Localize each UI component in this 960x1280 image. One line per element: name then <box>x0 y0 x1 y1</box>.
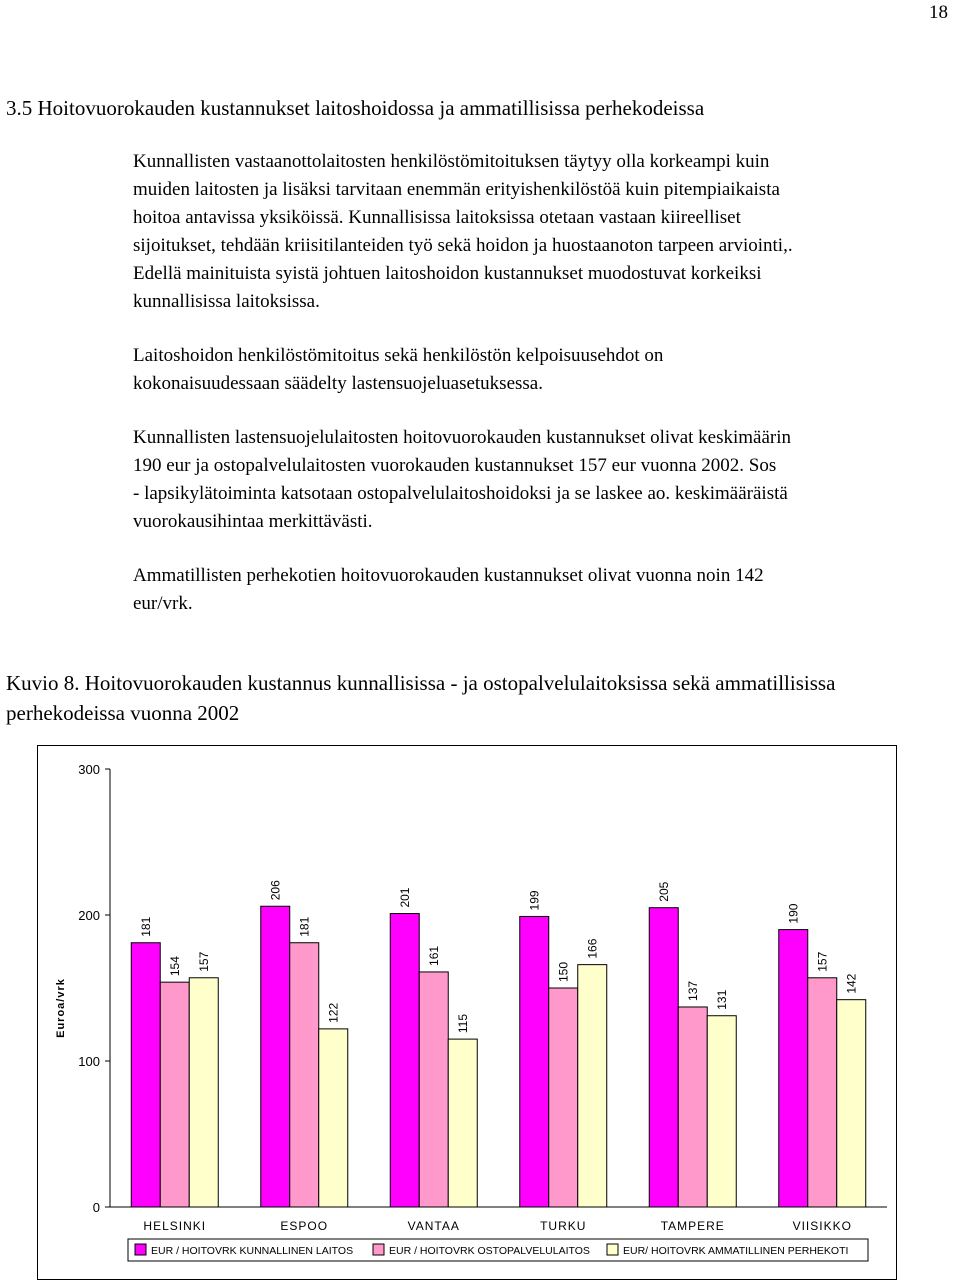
y-tick-label: 200 <box>78 908 100 923</box>
bar <box>290 943 319 1207</box>
paragraph-line: Edellä mainituista syistä johtuen laitoshoidon kustannukset muodostuvat korkeiksi <box>133 263 762 284</box>
legend-swatch <box>373 1244 384 1255</box>
y-tick-label: 100 <box>78 1054 100 1069</box>
paragraph-line: Kunnallisten lastensuojelulaitosten hoitovuorokauden kustannukset olivat keskimäärin <box>133 427 792 448</box>
legend-label: EUR/ HOITOVRK AMMATILLINEN PERHEKOTI <box>623 1245 849 1257</box>
category-label: TURKU <box>540 1219 587 1233</box>
data-label: 199 <box>527 890 542 911</box>
paragraph-line: Kunnallisten vastaanottolaitosten henkilöstömitoituksen täytyy olla korkeampi kuin <box>133 151 770 172</box>
data-label: 157 <box>196 951 211 972</box>
data-label: 122 <box>326 1002 341 1023</box>
y-tick-label: 0 <box>92 1200 100 1215</box>
paragraph-line: Ammatillisten perhekotien hoitovuorokauden kustannukset olivat vuonna noin 142 <box>133 565 764 586</box>
bar <box>419 972 448 1207</box>
category-label: HELSINKI <box>143 1219 207 1233</box>
bar <box>678 1007 707 1207</box>
bar <box>520 916 549 1207</box>
data-label: 205 <box>656 881 671 902</box>
data-label: 142 <box>844 973 859 994</box>
data-label: 115 <box>455 1013 470 1034</box>
data-label: 190 <box>786 903 801 924</box>
paragraph-line: hoitoa antavissa yksiköissä. Kunnallisissa laitoksissa otetaan vastaan kiireelliset <box>133 207 741 228</box>
legend-label: EUR / HOITOVRK OSTOPALVELULAITOS <box>389 1245 590 1257</box>
bar <box>131 943 160 1207</box>
data-label: 137 <box>685 980 700 1001</box>
paragraph-2 <box>133 342 959 398</box>
data-label: 206 <box>268 880 283 901</box>
paragraph-line: kokonaisuudessaan säädelty lastensuojeluasetuksessa. <box>133 373 543 394</box>
paragraph-4 <box>133 562 959 618</box>
legend-label: EUR / HOITOVRK KUNNALLINEN LAITOS <box>151 1245 354 1257</box>
data-label: 161 <box>426 945 441 966</box>
page-number: 18 <box>929 2 948 23</box>
bar <box>578 965 607 1207</box>
bar-chart <box>37 745 897 1280</box>
bar <box>649 908 678 1207</box>
figure-caption <box>6 668 835 728</box>
legend-swatch <box>607 1244 618 1255</box>
category-label: VIISIKKO <box>792 1219 852 1233</box>
paragraph-1 <box>133 148 959 316</box>
category-label: ESPOO <box>280 1219 329 1233</box>
caption-line: perhekodeissa vuonna 2002 <box>6 701 240 725</box>
bar <box>707 1016 736 1207</box>
bar <box>549 988 578 1207</box>
bar <box>319 1029 348 1207</box>
paragraph-line: 190 eur ja ostopalvelulaitosten vuorokauden kustannukset 157 eur vuonna 2002. Sos <box>133 455 777 476</box>
paragraph-3 <box>133 424 959 536</box>
bar <box>390 914 419 1207</box>
caption-line: Kuvio 8. Hoitovuorokauden kustannus kunnallisissa - ja ostopalvelulaitoksissa sekä ammatillisissa <box>6 671 836 695</box>
paragraph-line: muiden laitosten ja lisäksi tarvitaan enemmän erityishenkilöstöä kuin pitempiaikaista <box>133 179 780 200</box>
bar <box>160 982 189 1207</box>
paragraph-line: kunnallisissa laitoksissa. <box>133 291 320 312</box>
y-axis-label: Euroa/vrk <box>55 978 67 1038</box>
data-label: 154 <box>167 956 182 977</box>
category-label: TAMPERE <box>660 1219 725 1233</box>
bar <box>448 1039 477 1207</box>
paragraph-line: sijoitukset, tehdään kriisitilanteiden työ sekä hoidon ja huostaanoton tarpeen arviointi,. <box>133 235 793 256</box>
bar <box>808 978 837 1207</box>
section-heading: 3.5 Hoitovuorokauden kustannukset laitoshoidossa ja ammatillisissa perhekodeissa <box>6 96 705 120</box>
paragraph-line: eur/vrk. <box>133 593 193 614</box>
paragraph-line: - lapsikylätoiminta katsotaan ostopalvelulaitoshoidoksi ja se laskee ao. keskimääräistä <box>133 483 788 504</box>
bar <box>261 906 290 1207</box>
data-label: 181 <box>297 916 312 937</box>
data-label: 166 <box>585 938 600 959</box>
legend-swatch <box>135 1244 146 1255</box>
paragraph-line: Laitoshoidon henkilöstömitoitus sekä henkilöstön kelpoisuusehdot on <box>133 345 664 366</box>
data-label: 181 <box>138 916 153 937</box>
paragraph-line: vuorokausihintaa merkittävästi. <box>133 511 373 532</box>
data-label: 201 <box>397 887 412 908</box>
data-label: 157 <box>815 951 830 972</box>
bar <box>189 978 218 1207</box>
category-label: VANTAA <box>407 1219 460 1233</box>
bar <box>779 930 808 1207</box>
data-label: 150 <box>556 961 571 982</box>
data-label: 131 <box>714 989 729 1010</box>
bar <box>837 1000 866 1207</box>
y-tick-label: 300 <box>78 762 100 777</box>
